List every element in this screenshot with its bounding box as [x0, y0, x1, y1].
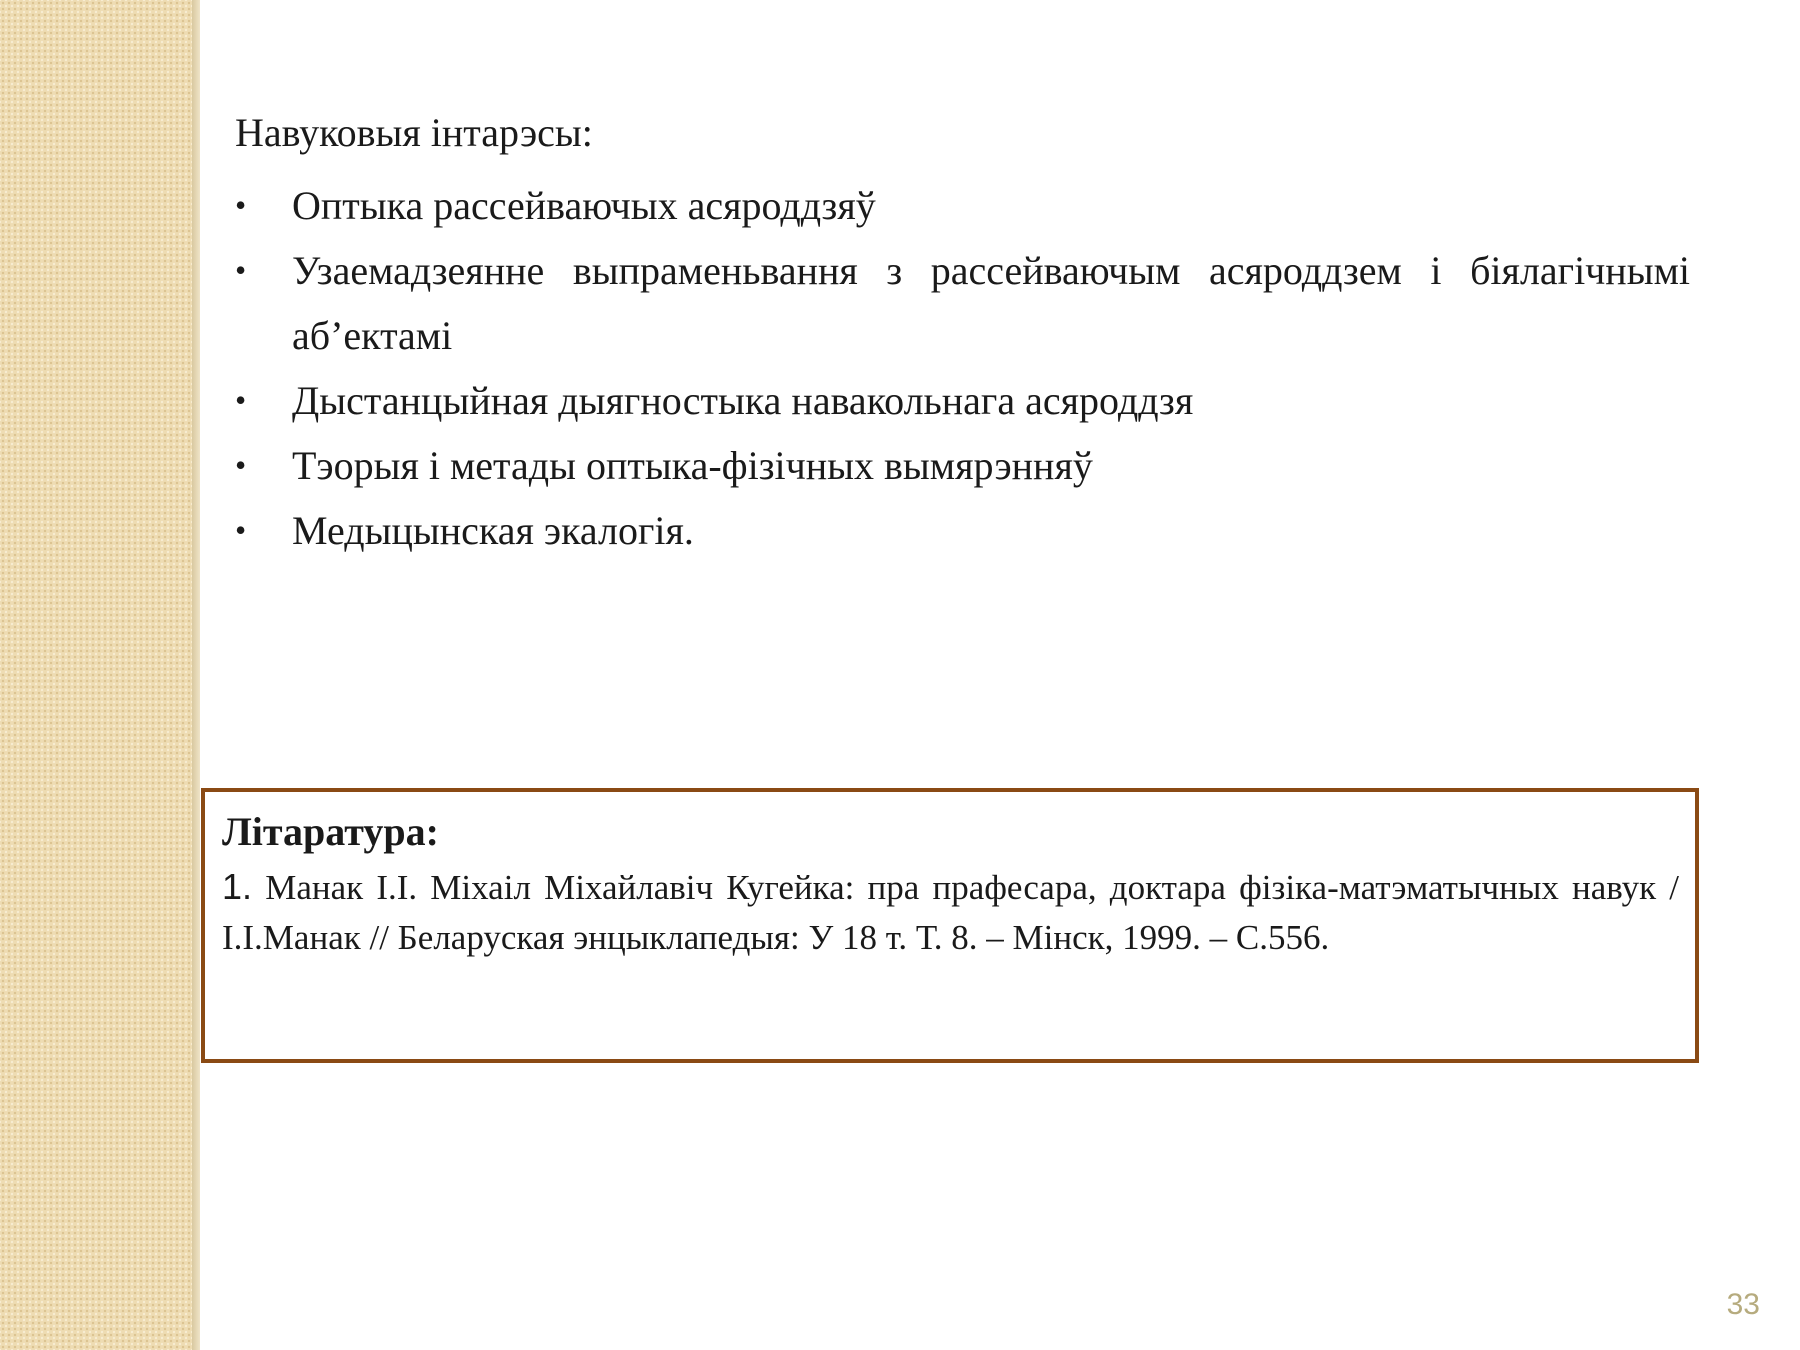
reference-text: Манак І.І. Міхаіл Міхайлавіч Кугейка: пра прафесара, доктара фізіка-матэматычных навук / І.І.Манак // Беларуская энцыклапедыя: У 18 т. Т. 8. – Мінск, 1999. – С.556.: [222, 868, 1680, 957]
interest-text: Медыцынская экалогія.: [292, 508, 694, 553]
interests-list: [235, 173, 1690, 563]
slide-content: [235, 108, 1690, 563]
interest-item: [235, 173, 1690, 238]
interest-item: [235, 368, 1690, 433]
bullet-icon: •: [235, 447, 247, 483]
bullet-icon: •: [235, 252, 247, 288]
literature-box: [201, 788, 1699, 1063]
bullet-icon: •: [235, 187, 247, 223]
literature-reference: [222, 862, 1679, 963]
bullet-icon: •: [235, 512, 247, 548]
interest-text: Узаемадзеянне выпраменьвання з рассейваючым асяроддзем і біялагічнымі аб’ектамі: [292, 248, 1690, 358]
page-number: 33: [1726, 1288, 1760, 1321]
decorative-side-strip: [0, 0, 198, 1350]
bullet-icon: •: [235, 382, 247, 418]
interest-text: Оптыка рассейваючых асяроддзяў: [292, 183, 876, 228]
side-strip-edge: [192, 0, 200, 1350]
interests-heading: Навуковыя інтарэсы:: [235, 110, 593, 155]
interest-item: [235, 238, 1690, 368]
reference-number: 1.: [222, 866, 253, 907]
literature-title: Літаратура:: [222, 809, 439, 854]
interest-item: [235, 498, 1690, 563]
interest-item: [235, 433, 1690, 498]
interest-text: Тэорыя і метады оптыка-фізічных вымярэнняў: [292, 443, 1093, 488]
interest-text: Дыстанцыйная дыягностыка навакольнага асяроддзя: [292, 378, 1194, 423]
